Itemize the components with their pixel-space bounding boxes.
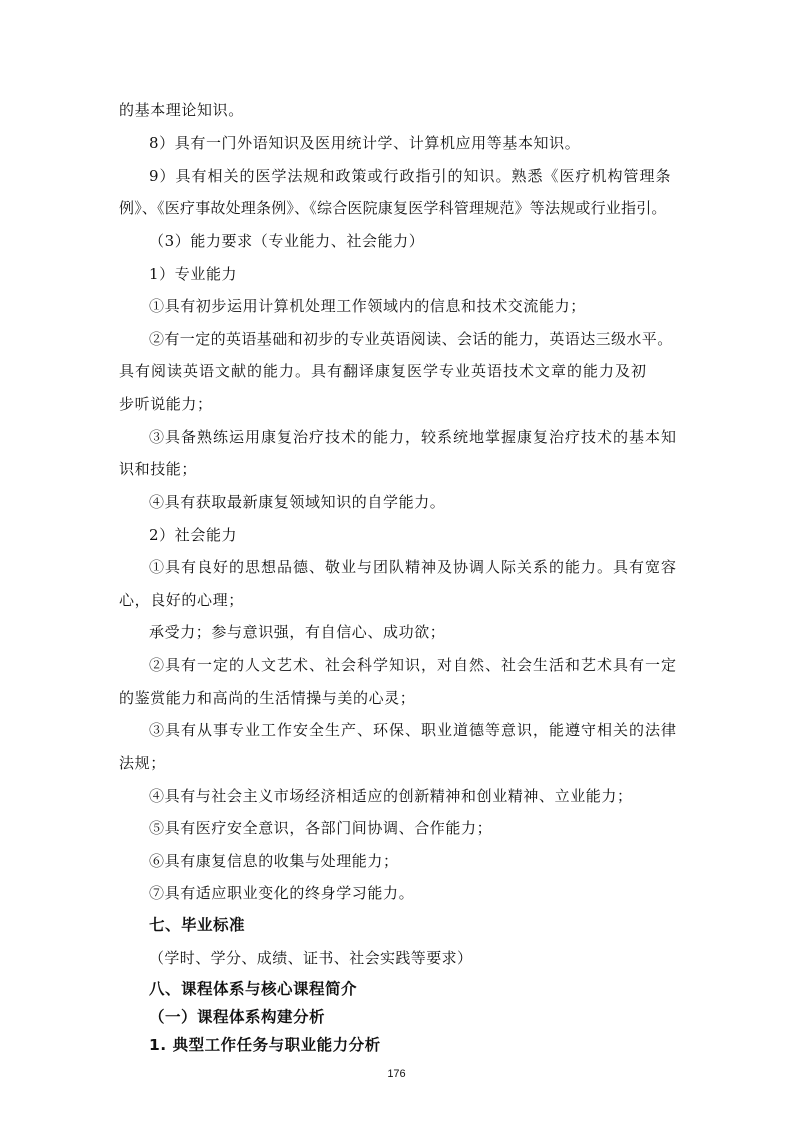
paragraph-line: 2）社会能力 [149,526,238,544]
paragraph-line: 的鉴赏能力和高尚的生活情操与美的心灵； [119,689,416,707]
section-heading-8: 八、课程体系与核心课程简介 [149,980,358,998]
paragraph-line: ⑤具有医疗安全意识，各部门间协调、合作能力； [149,819,493,837]
subsection-heading: （一）课程体系构建分析 [149,1008,326,1026]
paragraph-line: ③具有从事专业工作安全生产、环保、职业道德等意识，能遵守相关的法律 [149,721,678,739]
paragraph-line: 心，良好的心理； [119,591,244,609]
paragraph-line: 承受力；参与意识强，有自信心、成功欲； [149,623,446,641]
paragraph-line: 识和技能； [119,460,198,478]
paragraph-line: 步听说能力； [119,395,213,413]
paragraph-line: ①具有良好的思想品德、敬业与团队精神及协调人际关系的能力。具有宽容 [149,558,678,576]
page-number: 176 [387,1068,406,1080]
section-heading-7: 七、毕业标准 [149,916,246,934]
paragraph-line: ⑦具有适应职业变化的终身学习能力。 [149,884,415,902]
subsubsection-heading: 1. 典型工作任务与职业能力分析 [149,1036,381,1054]
paragraph-line: 8）具有一门外语知识及医用统计学、计算机应用等基本知识。 [149,134,581,152]
paragraph-line: ①具有初步运用计算机处理工作领域内的信息和技术交流能力； [149,297,586,315]
paragraph-line: ②有一定的英语基础和初步的专业英语阅读、会话的能力，英语达三级水平。 [149,330,673,348]
paragraph-line: ④具有与社会主义市场经济相适应的创新精神和创业精神、立业能力； [149,787,633,805]
paragraph-line: 9）具有相关的医学法规和政策或行政指引的知识。熟悉《医疗机构管理条 [149,167,672,185]
section-note: （学时、学分、成绩、证书、社会实践等要求） [149,949,473,967]
paragraph-line: ②具有一定的人文艺术、社会科学知识，对自然、社会生活和艺术具有一定 [149,656,678,674]
paragraph-line: ③具备熟练运用康复治疗技术的能力，较系统地掌握康复治疗技术的基本知 [149,428,678,446]
paragraph-line: （3）能力要求（专业能力、社会能力） [149,232,425,250]
paragraph-line: 1）专业能力 [149,265,238,283]
paragraph-line: 例》、《医疗事故处理条例》、《综合医院康复医学科管理规范》等法规或行业指引。 [119,199,667,217]
paragraph-line: 法规； [119,754,166,772]
paragraph-line: ④具有获取最新康复领域知识的自学能力。 [149,493,446,511]
paragraph-line: 具有阅读英语文献的能力。具有翻译康复医学专业英语技术文章的能力及初 [119,362,648,380]
paragraph-line: ⑥具有康复信息的收集与处理能力； [149,852,399,870]
paragraph-line: 的基本理论知识。 [119,101,244,119]
